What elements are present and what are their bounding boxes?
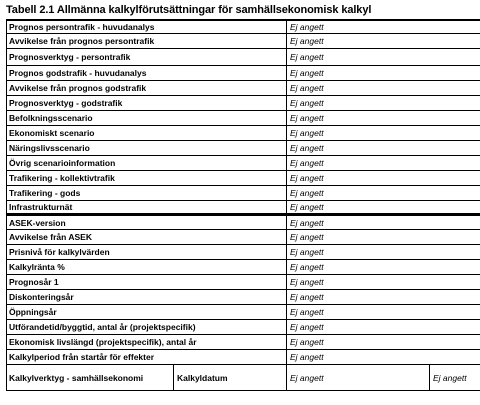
row-value: Ej angett bbox=[290, 143, 324, 153]
table-row bbox=[7, 290, 480, 305]
row-value: Ej angett bbox=[290, 68, 324, 78]
table-row bbox=[7, 320, 480, 335]
table-row bbox=[7, 260, 480, 275]
row-value: Ej angett bbox=[290, 217, 324, 228]
assumptions-table bbox=[6, 19, 480, 391]
row-value: Ej angett bbox=[290, 337, 324, 347]
row-value: Ej angett bbox=[290, 128, 324, 138]
table-title: Tabell 2.1 Allmänna kalkylförutsättningar för samhällsekonomisk kalkyl bbox=[6, 4, 372, 16]
table-row bbox=[7, 171, 480, 186]
row-value: Ej angett bbox=[433, 372, 467, 383]
row-label: Näringslivsscenario bbox=[7, 141, 287, 155]
row-value: Ej angett bbox=[290, 83, 324, 93]
row-value: Ej angett bbox=[290, 52, 324, 62]
table-row bbox=[7, 81, 480, 96]
row-label: Infrastrukturnät bbox=[7, 201, 287, 213]
row-value: Ej angett bbox=[290, 158, 324, 168]
table-row bbox=[7, 305, 480, 320]
table-row bbox=[7, 34, 480, 49]
row-value: Ej angett bbox=[290, 277, 324, 287]
row-label: Prognosår 1 bbox=[7, 275, 287, 289]
section-calculation bbox=[7, 216, 480, 365]
row-value: Ej angett bbox=[290, 247, 324, 257]
table-row bbox=[7, 201, 480, 216]
row-label: Kalkylränta % bbox=[7, 260, 287, 274]
table-row bbox=[7, 350, 480, 365]
table-row bbox=[7, 335, 480, 350]
row-label: Ekonomiskt scenario bbox=[7, 126, 287, 140]
table-row bbox=[7, 275, 480, 290]
row-label: Prisnivå för kalkylvärden bbox=[7, 245, 287, 259]
table-row bbox=[7, 230, 480, 245]
row-value: Ej angett bbox=[290, 188, 324, 198]
row-value: Ej angett bbox=[290, 98, 324, 108]
row-value: Ej angett bbox=[290, 322, 324, 332]
table-row-calc-tool bbox=[7, 365, 480, 391]
row-label: Befolkningsscenario bbox=[7, 111, 287, 125]
row-label: Kalkyldatum bbox=[174, 365, 287, 390]
row-label: Ekonomisk livslängd (projektspecifik), antal år bbox=[7, 335, 287, 349]
row-value: Ej angett bbox=[290, 262, 324, 272]
row-value: Ej angett bbox=[290, 307, 324, 317]
row-label: Avvikelse från prognos persontrafik bbox=[7, 34, 287, 48]
row-label: Avvikelse från prognos godstrafik bbox=[7, 81, 287, 95]
row-value: Ej angett bbox=[290, 292, 324, 302]
row-label: Övrig scenarioinformation bbox=[7, 156, 287, 170]
row-label: Öppningsår bbox=[7, 305, 287, 319]
table-row bbox=[7, 21, 480, 34]
table-row bbox=[7, 126, 480, 141]
row-label: ASEK-version bbox=[7, 216, 287, 229]
table-row bbox=[7, 156, 480, 171]
row-value: Ej angett bbox=[287, 365, 430, 390]
row-label: Avvikelse från ASEK bbox=[7, 230, 287, 244]
row-label: Kalkylverktyg - samhällsekonomi bbox=[7, 365, 174, 390]
row-label: Prognosverktyg - persontrafik bbox=[7, 49, 287, 65]
row-value: Ej angett bbox=[290, 202, 324, 212]
row-value: Ej angett bbox=[290, 173, 324, 183]
table-row bbox=[7, 66, 480, 81]
row-value: Ej angett bbox=[290, 22, 324, 32]
table-row bbox=[7, 49, 480, 66]
row-label: Trafikering - gods bbox=[7, 186, 287, 200]
row-value: Ej angett bbox=[290, 113, 324, 123]
row-label: Prognosverktyg - godstrafik bbox=[7, 96, 287, 110]
table-row bbox=[7, 216, 480, 230]
table-row bbox=[7, 96, 480, 111]
row-value: Ej angett bbox=[290, 352, 324, 362]
row-value: Ej angett bbox=[290, 232, 324, 242]
row-label: Kalkylperiod från startår för effekter bbox=[7, 350, 287, 364]
row-label: Diskonteringsår bbox=[7, 290, 287, 304]
table-row bbox=[7, 111, 480, 126]
row-label: Utförandetid/byggtid, antal år (projektspecifik) bbox=[7, 320, 287, 334]
table-row bbox=[7, 141, 480, 156]
table-row bbox=[7, 186, 480, 201]
row-label: Prognos persontrafik - huvudanalys bbox=[7, 21, 287, 33]
section-forecasts bbox=[7, 21, 480, 216]
row-value: Ej angett bbox=[290, 36, 324, 46]
row-label: Prognos godstrafik - huvudanalys bbox=[7, 66, 287, 80]
table-row bbox=[7, 245, 480, 260]
row-label: Trafikering - kollektivtrafik bbox=[7, 171, 287, 185]
